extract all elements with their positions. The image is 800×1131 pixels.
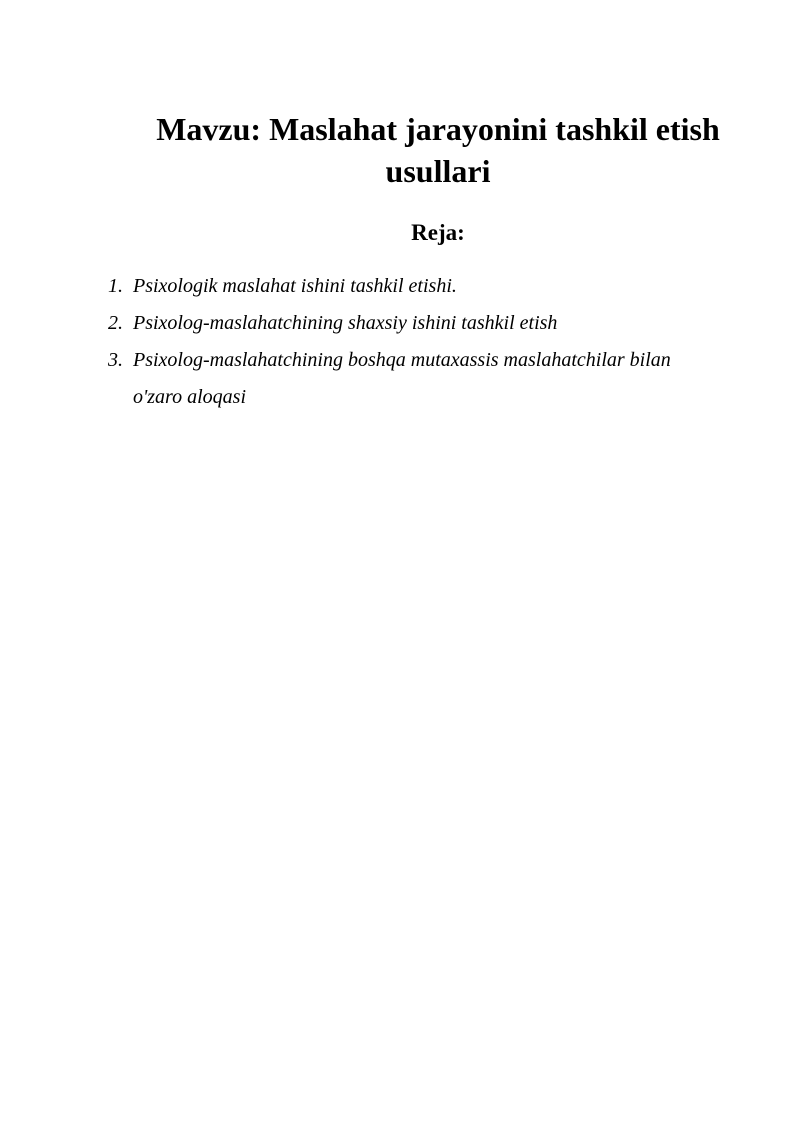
plan-item-2: [108, 305, 708, 342]
plan-item-text: Psixologik maslahat ishini tashkil etishi.: [133, 275, 457, 297]
title-line-2: usullari: [385, 153, 491, 189]
plan-item-number: 2.: [108, 312, 123, 334]
plan-list: [108, 268, 708, 416]
plan-item-1: [108, 268, 708, 305]
plan-item-3: [108, 342, 708, 416]
title-line-1: Mavzu: Maslahat jarayonini tashkil etish: [156, 111, 720, 147]
plan-item-text: Psixolog-maslahatchining boshqa mutaxassis maslahatchilar bilan o'zaro aloqasi: [133, 349, 671, 408]
plan-item-text: Psixolog-maslahatchining shaxsiy ishini tashkil etish: [133, 312, 558, 334]
plan-item-number: 1.: [108, 275, 123, 297]
page-title: [110, 108, 750, 192]
plan-heading: Reja:: [411, 220, 465, 245]
plan-item-number: 3.: [108, 349, 123, 371]
